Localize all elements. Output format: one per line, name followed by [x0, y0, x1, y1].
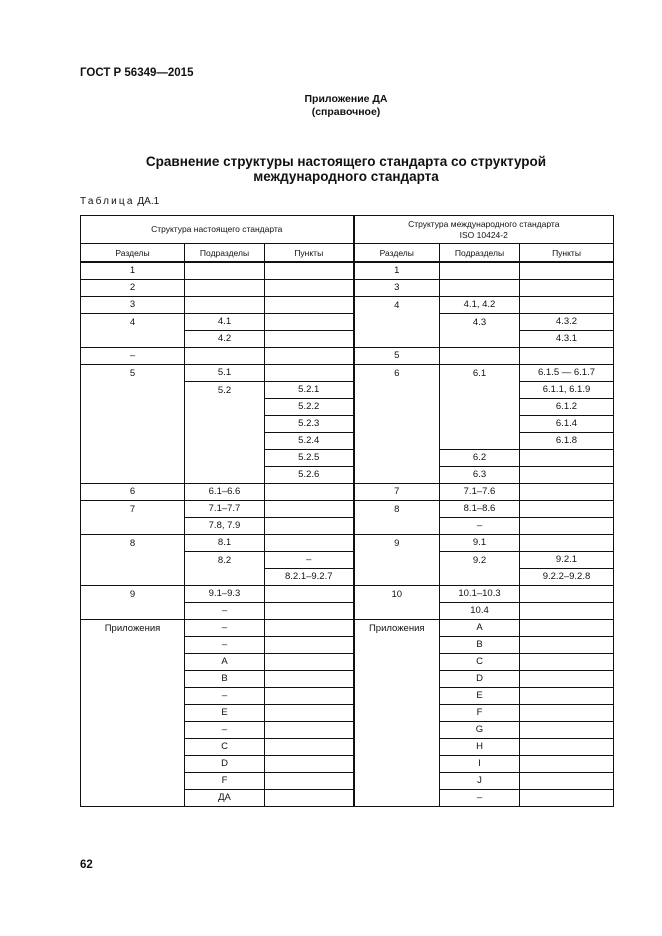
subsection-cell: C [185, 739, 265, 756]
iso-item-cell [520, 501, 614, 518]
iso-item-cell [520, 280, 614, 297]
page-number: 62 [80, 859, 93, 871]
iso-subsection-cell: – [440, 790, 520, 807]
iso-item-cell [520, 671, 614, 688]
iso-item-cell: 4.3.2 [520, 314, 614, 331]
iso-subsection-cell: 4.1, 4.2 [440, 297, 520, 314]
subsection-cell [185, 348, 265, 365]
subsection-cell: 8.2 [185, 552, 265, 586]
iso-subsection-cell: 9.1 [440, 535, 520, 552]
iso-item-cell [520, 348, 614, 365]
iso-item-cell [520, 688, 614, 705]
iso-item-cell [520, 535, 614, 552]
item-cell [265, 535, 354, 552]
iso-section-cell: 1 [354, 262, 440, 280]
iso-item-cell [520, 262, 614, 280]
item-cell [265, 365, 354, 382]
table-caption-prefix: Таблица [80, 196, 135, 207]
subsection-cell: ДА [185, 790, 265, 807]
iso-item-cell [520, 637, 614, 654]
table-row [81, 535, 614, 552]
subsection-cell: 7.1–7.7 [185, 501, 265, 518]
iso-item-cell [520, 756, 614, 773]
iso-item-cell: 6.1.8 [520, 433, 614, 450]
table-row [81, 620, 614, 637]
subsection-cell: – [185, 637, 265, 654]
table-row [81, 586, 614, 603]
group-header-national: Структура настоящего стандарта [81, 216, 354, 244]
item-cell: – [265, 552, 354, 569]
item-cell [265, 262, 354, 280]
annex-heading [0, 93, 662, 119]
table-row [81, 501, 614, 518]
iso-item-cell: 6.1.5 — 6.1.7 [520, 365, 614, 382]
iso-item-cell [520, 620, 614, 637]
subsection-cell: F [185, 773, 265, 790]
iso-section-cell: 7 [354, 484, 440, 501]
item-cell [265, 688, 354, 705]
iso-subsection-cell [440, 262, 520, 280]
subsection-cell: 4.1 [185, 314, 265, 331]
iso-subsection-cell: – [440, 518, 520, 535]
section-cell: 1 [81, 262, 185, 280]
iso-item-cell [520, 773, 614, 790]
iso-subsection-cell: 6.2 [440, 450, 520, 467]
iso-subsection-cell: 8.1–8.6 [440, 501, 520, 518]
table-group-header-row [81, 216, 614, 244]
iso-item-cell [520, 467, 614, 484]
iso-subsection-cell: A [440, 620, 520, 637]
iso-section-cell-appendices: Приложения [354, 620, 440, 807]
iso-subsection-cell [440, 280, 520, 297]
table-caption [80, 196, 159, 207]
iso-item-cell [520, 603, 614, 620]
iso-subsection-cell: 6.3 [440, 467, 520, 484]
document-code: ГОСТ Р 56349—2015 [80, 67, 194, 79]
item-cell [265, 790, 354, 807]
subsection-cell: 6.1–6.6 [185, 484, 265, 501]
iso-section-cell: 4 [354, 297, 440, 348]
iso-subsection-cell: E [440, 688, 520, 705]
table-row [81, 280, 614, 297]
col-header-items: Пункты [265, 244, 354, 263]
subsection-cell: – [185, 722, 265, 739]
subsection-cell: B [185, 671, 265, 688]
iso-subsection-cell: B [440, 637, 520, 654]
annex-title: Приложение ДА [304, 93, 388, 105]
subsection-cell [185, 297, 265, 314]
table-row [81, 297, 614, 314]
subsection-cell: 8.1 [185, 535, 265, 552]
group-header-international-title: Структура международного стандарта [408, 218, 560, 229]
subsection-cell: D [185, 756, 265, 773]
annex-type: (справочное) [311, 106, 381, 118]
iso-item-cell [520, 739, 614, 756]
iso-item-cell [520, 518, 614, 535]
subsection-cell: E [185, 705, 265, 722]
col-header-items-iso: Пункты [520, 244, 614, 263]
iso-item-cell [520, 722, 614, 739]
subsection-cell: – [185, 603, 265, 620]
item-cell: 5.2.4 [265, 433, 354, 450]
iso-item-cell [520, 705, 614, 722]
item-cell [265, 518, 354, 535]
item-cell [265, 654, 354, 671]
item-cell [265, 501, 354, 518]
iso-subsection-cell: C [440, 654, 520, 671]
table-row [81, 262, 614, 280]
col-header-subsections-iso: Подразделы [440, 244, 520, 263]
table-row [81, 314, 614, 331]
table-column-header-row [81, 244, 614, 263]
item-cell [265, 348, 354, 365]
iso-subsection-cell: H [440, 739, 520, 756]
item-cell [265, 671, 354, 688]
table-row [81, 348, 614, 365]
item-cell: 8.2.1–9.2.7 [265, 569, 354, 586]
table-row [81, 365, 614, 382]
item-cell [265, 756, 354, 773]
col-header-sections-iso: Разделы [354, 244, 440, 263]
iso-item-cell [520, 450, 614, 467]
item-cell [265, 331, 354, 348]
iso-item-cell: 4.3.1 [520, 331, 614, 348]
iso-section-cell: 9 [354, 535, 440, 586]
subsection-cell: 5.2 [185, 382, 265, 484]
iso-item-cell: 9.2.2–9.2.8 [520, 569, 614, 586]
section-cell: – [81, 348, 185, 365]
iso-item-cell: 6.1.2 [520, 399, 614, 416]
item-cell [265, 280, 354, 297]
table-row [81, 484, 614, 501]
iso-item-cell [520, 586, 614, 603]
subsection-cell [185, 280, 265, 297]
item-cell: 5.2.3 [265, 416, 354, 433]
item-cell [265, 739, 354, 756]
subsection-cell: – [185, 620, 265, 637]
item-cell [265, 297, 354, 314]
section-cell: 5 [81, 365, 185, 484]
subsection-cell: – [185, 688, 265, 705]
section-cell: 4 [81, 314, 185, 348]
iso-item-cell: 6.1.1, 6.1.9 [520, 382, 614, 399]
iso-subsection-cell: 7.1–7.6 [440, 484, 520, 501]
col-header-subsections: Подразделы [185, 244, 265, 263]
subsection-cell: 5.1 [185, 365, 265, 382]
iso-item-cell [520, 297, 614, 314]
section-cell: 7 [81, 501, 185, 535]
section-cell: 8 [81, 535, 185, 586]
item-cell [265, 586, 354, 603]
structure-comparison-table [80, 215, 614, 807]
item-cell [265, 620, 354, 637]
iso-subsection-cell: I [440, 756, 520, 773]
iso-subsection-cell: 9.2 [440, 552, 520, 586]
item-cell: 5.2.1 [265, 382, 354, 399]
section-cell: 9 [81, 586, 185, 620]
item-cell: 5.2.2 [265, 399, 354, 416]
iso-subsection-cell: 10.1–10.3 [440, 586, 520, 603]
iso-section-cell: 8 [354, 501, 440, 535]
subsection-cell: 7.8, 7.9 [185, 518, 265, 535]
item-cell [265, 314, 354, 331]
iso-section-cell: 5 [354, 348, 440, 365]
iso-subsection-cell: J [440, 773, 520, 790]
iso-subsection-cell: 6.1 [440, 365, 520, 450]
iso-section-cell: 6 [354, 365, 440, 484]
section-cell-appendices: Приложения [81, 620, 185, 807]
item-cell [265, 603, 354, 620]
section-cell: 2 [81, 280, 185, 297]
subsection-cell [185, 262, 265, 280]
page-title-line-1: Сравнение структуры настоящего стандарта со структурой [145, 154, 547, 169]
iso-item-cell: 6.1.4 [520, 416, 614, 433]
iso-item-cell: 9.2.1 [520, 552, 614, 569]
subsection-cell: 9.1–9.3 [185, 586, 265, 603]
iso-item-cell [520, 790, 614, 807]
iso-subsection-cell: G [440, 722, 520, 739]
iso-subsection-cell: D [440, 671, 520, 688]
item-cell [265, 773, 354, 790]
item-cell [265, 705, 354, 722]
iso-item-cell [520, 484, 614, 501]
iso-section-cell: 3 [354, 280, 440, 297]
subsection-cell: A [185, 654, 265, 671]
table-caption-number: ДА.1 [137, 196, 160, 207]
section-cell: 3 [81, 297, 185, 314]
iso-item-cell [520, 654, 614, 671]
item-cell [265, 484, 354, 501]
group-header-international-code: ISO 10424-2 [459, 229, 508, 240]
item-cell [265, 722, 354, 739]
iso-subsection-cell [440, 348, 520, 365]
page-title [0, 154, 662, 184]
page-title-line-2: международного стандарта [253, 169, 439, 184]
item-cell [265, 637, 354, 654]
group-header-international [354, 216, 614, 244]
item-cell: 5.2.6 [265, 467, 354, 484]
col-header-sections: Разделы [81, 244, 185, 263]
item-cell: 5.2.5 [265, 450, 354, 467]
iso-subsection-cell: 10.4 [440, 603, 520, 620]
subsection-cell: 4.2 [185, 331, 265, 348]
iso-subsection-cell: 4.3 [440, 314, 520, 348]
iso-section-cell: 10 [354, 586, 440, 620]
section-cell: 6 [81, 484, 185, 501]
iso-subsection-cell: F [440, 705, 520, 722]
